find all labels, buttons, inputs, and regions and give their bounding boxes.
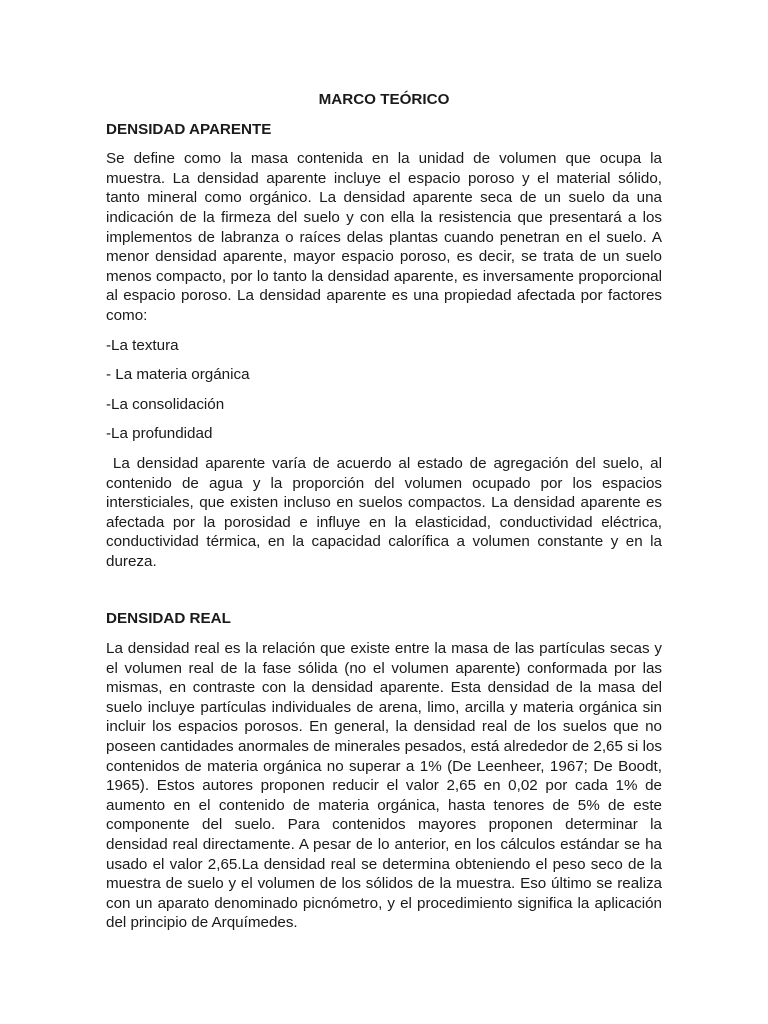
paragraph-densidad-real: La densidad real es la relación que existe entre la masa de las partículas secas y el volumen real de la fase sólida (no el volumen aparente) conformada por las mismas, en contraste con la densidad aparente. Esta densidad de la masa del suelo incluye partículas individuales de arena, limo, arcilla y materia orgánica sin incluir los espacios porosos. En general, la densidad real de los suelos que no poseen cantidades anormales de minerales pesados, está alrededor de 2,65 si los contenidos de materia orgánica no superar a 1% (De Leenheer, 1967; De Boodt, 1965). Estos autores proponen reducir el valor 2,65 en 0,02 por cada 1% de aumento en el contenido de materia orgánica, hasta tenores de 5% de este componente del suelo. Para contenidos mayores proponen determinar la densidad real directamente. A pesar de lo anterior, en los cálculos estándar se ha usado el valor 2,65.La densidad real se determina obteniendo el peso seco de la muestra de suelo y el volumen de los sólidos de la muestra. Eso último se realiza con un aparato denominado picnómetro, y el procedimiento significa la aplicación del principio de Arquímedes. bbox=[106, 640, 662, 932]
list-item: -La consolidación bbox=[106, 395, 225, 413]
section-spacer bbox=[106, 581, 662, 609]
page-title: MARCO TEÓRICO bbox=[318, 91, 450, 108]
document-page bbox=[106, 90, 667, 943]
factors-list bbox=[106, 336, 662, 444]
paragraph-densidad-aparente-definition: Se define como la masa contenida en la unidad de volumen que ocupa la muestra. La densidad aparente incluye el espacio poroso y el material sólido, tanto mineral como orgánico. La densidad aparente seca de un suelo da una indicación de la firmeza del suelo y con ella la resistencia que presentará a los implementos de labranza o raíces delas plantas cuando penetran en el suelo. A menor densidad aparente, mayor espacio poroso, es decir, se trata de un suelo menos compacto, por lo tanto la densidad aparente, es inversamente proporcional al espacio poroso. La densidad aparente es una propiedad afectada por factores como: bbox=[106, 150, 662, 324]
section-heading-densidad-aparente: DENSIDAD APARENTE bbox=[106, 120, 272, 138]
list-item: - La materia orgánica bbox=[106, 366, 250, 384]
list-item: -La profundidad bbox=[106, 425, 213, 443]
section-heading-densidad-real: DENSIDAD REAL bbox=[106, 610, 231, 628]
list-item: -La textura bbox=[106, 336, 179, 354]
paragraph-densidad-aparente-variation: La densidad aparente varía de acuerdo al estado de agregación del suelo, al contenido de agua y la proporción del volumen ocupado por los espacios intersticiales, que existen incluso en suelos compactos. La densidad aparente es afectada por la porosidad e influye en la elasticidad, conductividad eléctrica, conductividad térmica, en la capacidad calorífica a volumen constante y en la dureza. bbox=[106, 454, 667, 570]
